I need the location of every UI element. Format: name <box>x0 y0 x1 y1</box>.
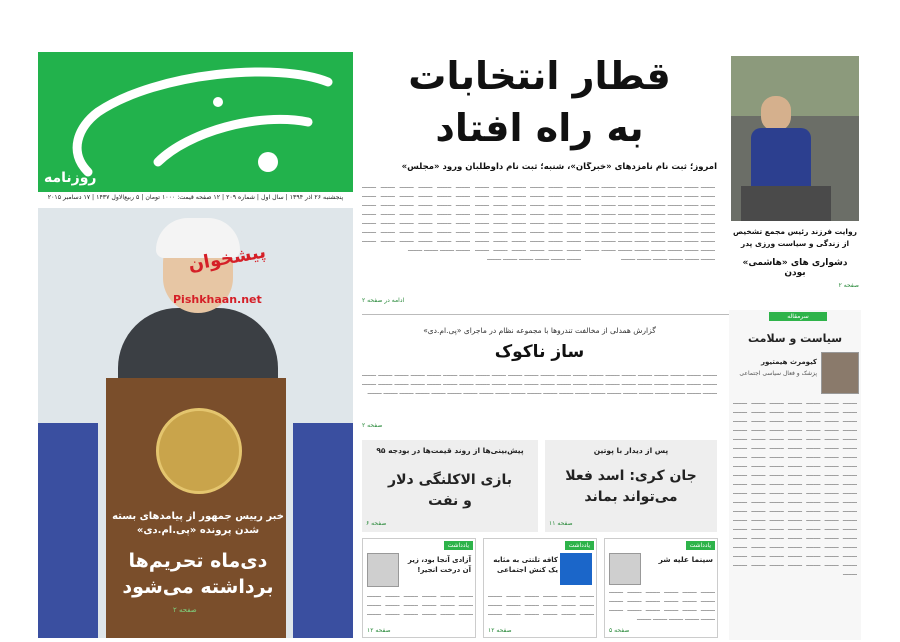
masthead-info-line: پنجشنبه ۲۶ آذر ۱۳۹۴ | سال اول | شماره ۲۰۹ | ۱۲ صفحه قیمت: ۱۰۰۰ تومان | ۵ ربیع‌الاول ۱۴۳۷ | ۱۷ دسامبر ۲۰۱۵ <box>47 194 344 201</box>
right-feature-page-ref: صفحه ۲ <box>838 282 859 289</box>
box-kerry-title: جان کری: اسد فعلا می‌تواند بماند <box>565 468 697 505</box>
headline-page-ref: ادامه در صفحه ۲ <box>362 297 405 304</box>
bottom-box-3-avatar <box>367 553 399 587</box>
headline-subtitle: امروز؛ ثبت نام نامزدهای «خبرگان»، شنبه؛ ثبت نام داوطلبان ورود «مجلس» <box>401 162 717 172</box>
box-kerry-kicker: پس از دیدار با پوتین <box>593 446 669 455</box>
editorial-title: سیاست و سلامت <box>747 332 843 345</box>
bottom-box-3-title: آزادی آنجا بود، زیر آن درخت انجیر! <box>407 556 471 574</box>
bottom-box-1-avatar <box>609 553 641 585</box>
bottom-box-1-title: سینما علیه شر <box>658 555 713 564</box>
bottom-box-1-body: ــــــــ ــــــــ ــــــــ ــــــــ ــــــــ ــــــــ ــــــــ ــــــــ ــــــــ ــــــــ ــــــــ ــــــــ ــــــــ ــــــــ ــــــــ ــــــــ ــــــــ ــــــــ ــــــــ ــــــــ ــــــــ ــــــــ ــــــــ <box>609 588 715 622</box>
headline-body-col-3: ــــــــ ــــــــ ــــــــ ــــــــ ــــــــ ــــــــ ــــــــ ــــــــ ــــــــ ــــــــ ــــــــ ــــــــ ــــــــ ــــــــ ــــــــ ــــــــ ــــــــ ــــــــ ــــــــ ــــــــ ــــــــ ــــــــ ــــــــ ــــــــ ــــــــ ــــــــ ــــــــ ــــــــ ــــــــ ــــــــ ــــــــ ــــــــ ــــــــ ــــــــ ــــــــ ــــــــ ــــــــ ــــــــ ــــــــ ــــــــ ــــــــ ــــــــ ــــــــ ــــــــ ــــــــ ــــــــ <box>362 183 470 253</box>
box-kerry <box>545 440 717 532</box>
headline-body-col-1: ــــــــ ــــــــ ــــــــ ــــــــ ــــــــ ــــــــ ــــــــ ــــــــ ــــــــ ــــــــ ــــــــ ــــــــ ــــــــ ــــــــ ــــــــ ــــــــ ــــــــ ــــــــ ــــــــ ــــــــ ــــــــ ــــــــ ــــــــ ــــــــ ــــــــ ــــــــ ــــــــ ــــــــ ــــــــ ــــــــ ــــــــ ــــــــ ــــــــ ــــــــ ــــــــ ــــــــ ــــــــ ــــــــ ــــــــ ــــــــ ــــــــ ــــــــ ــــــــ ــــــــ ــــــــ ــــــــ ــــــــ ــــــــ ــــــــ ــــــــ ــــــــ ــــــــ ــــــــ ــــــــ ــــــــ ــــــــ ــــــــ ــــــــ ــــــــ ــــــــ ــــــــ ــــــــ ــــــــ ــــــــ ــــــــ ــــــــ ــــــــ ــــــــ ــــــــ ــــــــ <box>585 183 715 262</box>
bottom-box-3-tag: یادداشت <box>444 541 473 550</box>
bottom-box-1-tag: یادداشت <box>686 541 715 550</box>
logo-small-text: روزنامه <box>44 170 97 186</box>
editorial-author-role: پزشک و فعال سیاسی اجتماعی <box>739 370 817 377</box>
bottom-box-3-page-ref: صفحه ۱۲ <box>367 627 391 634</box>
bottom-box-2-body: ــــــــ ــــــــ ــــــــ ــــــــ ــــــــ ــــــــ ــــــــ ــــــــ ــــــــ ــــــــ ــــــــ ــــــــ ــــــــ ــــــــ ــــــــ ــــــــ ــــــــ ــــــــ ــــــــ ــــــــ <box>488 592 594 623</box>
box-budget <box>362 440 538 532</box>
masthead <box>38 52 353 192</box>
center-story-body: ــــــــ ــــــــ ــــــــ ــــــــ ــــــــ ــــــــ ــــــــ ــــــــ ــــــــ ــــــــ ــــــــ ــــــــ ــــــــ ــــــــ ــــــــ ــــــــ ــــــــ ــــــــ ــــــــ ــــــــ ــــــــ ــــــــ ــــــــ ــــــــ ــــــــ ــــــــ ــــــــ ــــــــ ــــــــ ــــــــ ــــــــ ــــــــ ــــــــ ــــــــ ــــــــ ــــــــ ــــــــ ــــــــ ــــــــ ــــــــ ــــــــ ــــــــ ــــــــ ــــــــ ــــــــ ــــــــ ــــــــ ــــــــ ــــــــ ــــــــ ــــــــ ــــــــ ــــــــ ــــــــ ــــــــ ــــــــ ــــــــ ــــــــ ــــــــ ــــــــ ــــــــ ــــــــ ــــــــ ــــــــ ــــــــ ــــــــ <box>362 371 717 396</box>
editorial-author-photo <box>821 352 859 394</box>
center-story-page-ref: صفحه ۲ <box>362 422 383 429</box>
editorial-tag: سرمقاله <box>769 312 827 321</box>
editorial-body: ــــــــ ــــــــ ــــــــ ــــــــ ــــــــ ــــــــ ــــــــ ــــــــ ــــــــ ــــــــ ــــــــ ــــــــ ــــــــ ــــــــ ــــــــ ــــــــ ــــــــ ــــــــ ــــــــ ــــــــ ــــــــ ــــــــ ــــــــ ــــــــ ــــــــ ــــــــ ــــــــ ــــــــ ــــــــ ــــــــ ــــــــ ــــــــ ــــــــ ــــــــ ــــــــ ــــــــ ــــــــ ــــــــ ــــــــ ــــــــ ــــــــ ــــــــ ــــــــ ــــــــ ــــــــ ــــــــ ــــــــ ــــــــ ــــــــ ــــــــ ــــــــ ــــــــ ــــــــ ــــــــ ــــــــ ــــــــ ــــــــ ــــــــ ــــــــ ــــــــ ــــــــ ــــــــ ــــــــ ــــــــ ــــــــ ــــــــ ــــــــ ــــــــ ــــــــ ــــــــ ــــــــ ــــــــ ــــــــ ــــــــ ــــــــ ــــــــ ــــــــ ــــــــ ــــــــ ــــــــ ــــــــ ــــــــ ــــــــ ــــــــ ــــــــ ــــــــ ــــــــ ــــــــ ــــــــ ــــــــ ــــــــ ــــــــ ــــــــ ــــــــ ــــــــ ــــــــ ــــــــ ــــــــ ــــــــ ــــــــ ــــــــ ــــــــ ــــــــ ــــــــ ــــــــ ــــــــ ــــــــ ــــــــ ــــــــ ــــــــ ــــــــ ــــــــ ــــــــ ــــــــ ــــــــ ــــــــ ــــــــ ــــــــ ــــــــ ــــــــ ــــــــ ــــــــ ــــــــ ــــــــ ــــــــ ــــــــ ــــــــ ــــــــ ــــــــ ــــــــ ــــــــ ــــــــ ــــــــ ــــــــ <box>733 399 857 577</box>
right-feature-small-headline: روایت فرزند رئیس مجمع تشخیص از زندگی و سیاست ورزی پدر <box>733 227 857 248</box>
cover-caption-small: خبر رییس جمهور از پیامدهای بسته شدن پرونده «پی.ام.دی» <box>112 511 284 536</box>
watermark-url: Pishkhaan.net <box>173 293 262 306</box>
cover-page-ref: صفحه ۲ <box>173 606 197 614</box>
right-feature-photo <box>731 56 859 221</box>
bottom-box-2-page-ref: صفحه ۱۲ <box>488 627 512 634</box>
presidential-seal-icon <box>156 408 242 494</box>
editorial-column <box>729 310 861 640</box>
headline-line-1: قطار انتخابات <box>408 54 671 98</box>
bottom-box-1-page-ref: صفحه ۵ <box>609 627 630 634</box>
center-story-title: ساز ناکوک <box>494 342 585 362</box>
cover-caption-big: دی‌ماه تحریم‌ها برداشته می‌شود <box>122 550 274 598</box>
box-budget-kicker: پیش‌بینی‌ها از روند قیمت‌ها در بودجه ۹۵ <box>376 446 524 455</box>
bottom-box-3-body: ــــــــ ــــــــ ــــــــ ــــــــ ــــــــ ــــــــ ــــــــ ــــــــ ــــــــ ــــــــ ــــــــ ــــــــ ــــــــ ــــــــ ــــــــ ــــــــ ــــــــ ــــــــ ــــــــ ــــــــ <box>367 592 473 623</box>
watermark: پیشخوان <box>186 241 268 276</box>
bottom-box-2-title: کافه تلنتی به مثابه یک کنش اجتماعی <box>493 556 558 574</box>
right-feature-big-headline: دشواری های «هاشمی» بودن <box>742 258 848 278</box>
headline-line-2: به راه افتاد <box>435 106 644 150</box>
editorial-author: کیومرث هیمتیور <box>760 358 817 366</box>
box-budget-title: بازی الاکلنگی دلار و نفت <box>388 472 512 509</box>
box-kerry-page-ref: صفحه ۱۱ <box>549 520 573 527</box>
bottom-box-2-tag: یادداشت <box>565 541 594 550</box>
headline-body-col-2: ــــــــ ــــــــ ــــــــ ــــــــ ــــــــ ــــــــ ــــــــ ــــــــ ــــــــ ــــــــ ــــــــ ــــــــ ــــــــ ــــــــ ــــــــ ــــــــ ــــــــ ــــــــ ــــــــ ــــــــ ــــــــ ــــــــ ــــــــ ــــــــ ــــــــ ــــــــ ــــــــ ــــــــ ــــــــ ــــــــ ــــــــ ــــــــ ــــــــ ــــــــ ــــــــ ــــــــ ــــــــ ــــــــ ــــــــ ــــــــ ــــــــ ــــــــ ــــــــ ــــــــ ــــــــ ــــــــ ــــــــ ــــــــ ــــــــ ــــــــ ــــــــ ــــــــ ــــــــ ــــــــ <box>475 183 581 262</box>
bottom-box-3 <box>362 538 476 638</box>
bottom-box-2-logo-icon <box>560 553 592 585</box>
bottom-box-2 <box>483 538 597 638</box>
bottom-box-1 <box>604 538 718 638</box>
center-story-kicker: گزارش همدلی از مخالفت تندروها با مجموعه نظام در ماجرای «پی.ام.دی» <box>423 326 656 335</box>
cover-photo <box>38 208 353 638</box>
box-budget-page-ref: صفحه ۶ <box>366 520 387 527</box>
